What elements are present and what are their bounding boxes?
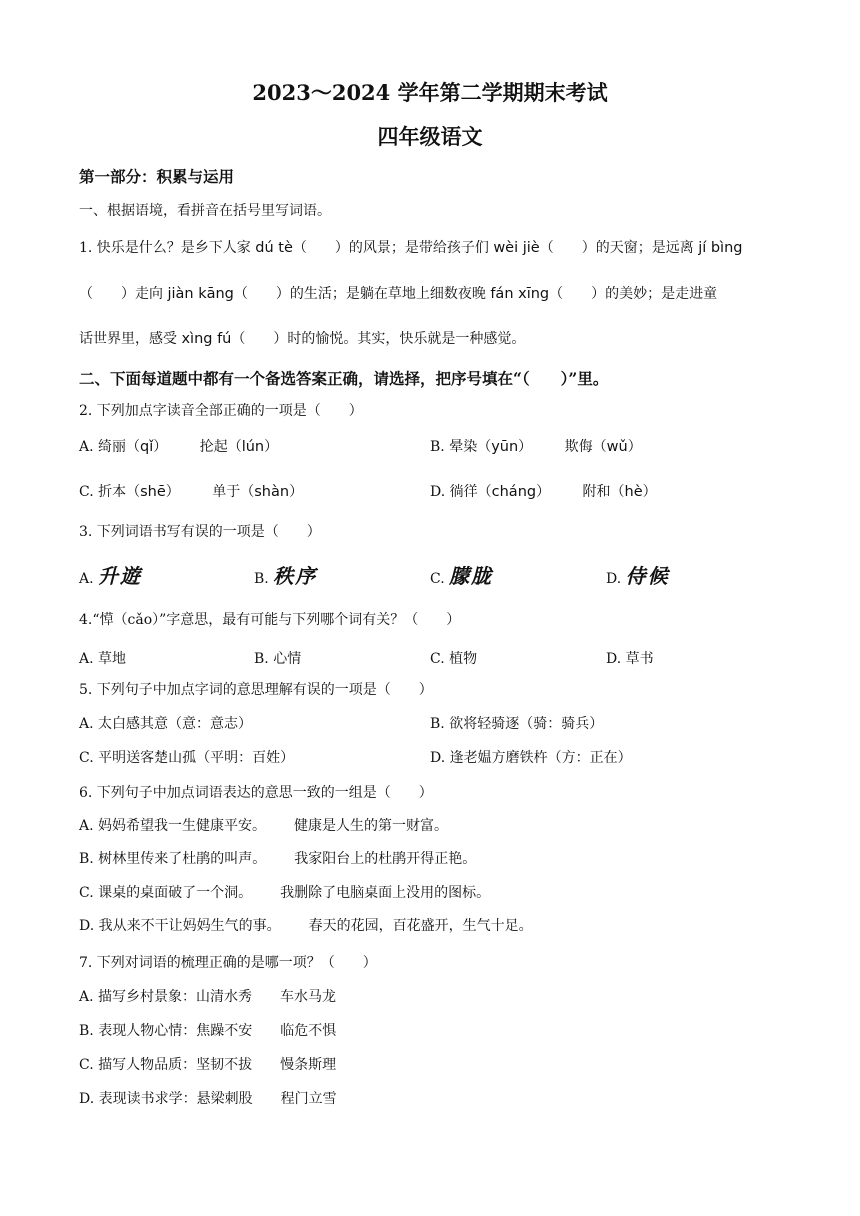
q7-option-d: D. 表现读书求学：悬梁刺股 程门立雪 — [79, 1091, 337, 1107]
pinyin: xìng fú — [181, 331, 232, 347]
q4-option-d: D. 草书 — [606, 651, 654, 667]
q7-option-a: A. 描写乡村景象：山清水秀 车水马龙 — [79, 989, 337, 1005]
q6-option-d: D. 我从来不干让妈妈生气的事。 春天的花园，百花盛开，生气十足。 — [79, 918, 533, 934]
pinyin: jí bìng — [698, 240, 743, 256]
part2-heading: 二、下面每道题中都有一个备选答案正确，请选择，把序号填在“（ ）”里。 — [79, 369, 609, 388]
q6-stem: 6. 下列句子中加点词语表达的意思一致的一组是（ ） — [79, 785, 433, 801]
q3-stem: 3. 下列词语书写有误的一项是（ ） — [79, 524, 321, 540]
q6-option-b: B. 树林里传来了杜鹃的叫声。 我家阳台上的杜鹃开得正艳。 — [79, 851, 477, 867]
pinyin: jiàn kāng — [167, 286, 234, 302]
q1-line-3: 话世界里，感受 xìng fú（ ）时的愉悦。其实，快乐就是一种感觉。 — [79, 331, 526, 347]
q3-option-b: B. 秩序 — [254, 564, 318, 588]
q1-heading: 一、根据语境，看拼音在括号里写词语。 — [79, 203, 331, 219]
handwritten-word: 秩序 — [273, 564, 318, 588]
pinyin: wèi jiè — [493, 240, 540, 256]
q2-option-a: A. 绮丽（qǐ） 抡起（lún） — [79, 439, 279, 455]
q7-option-b: B. 表现人物心情：焦躁不安 临危不惧 — [79, 1023, 337, 1039]
q6-option-c: C. 课桌的桌面破了一个洞。 我删除了电脑桌面上没用的图标。 — [79, 885, 491, 901]
q1-line-2: （ ）走向 jiàn kāng（ ）的生活；是躺在草地上细数夜晚 fán xīng（ ）的美妙；是走进童 — [79, 286, 718, 302]
q6-option-a: A. 妈妈希望我一生健康平安。 健康是人生的第一财富。 — [79, 818, 449, 834]
handwritten-word: 朦胧 — [449, 564, 494, 588]
q5-option-a: A. 太白感其意（意：意志） — [79, 716, 253, 732]
q3-option-a: A. 升遊 — [79, 564, 143, 588]
pinyin: fán xīng — [490, 286, 550, 302]
q4-stem: 4.“愺（cǎo）”字意思，最有可能与下列哪个词有关？（ ） — [79, 612, 461, 628]
q5-option-b: B. 欲将轻骑逐（骑：骑兵） — [430, 716, 604, 732]
q3-option-d: D. 侍候 — [606, 564, 670, 588]
q7-stem: 7. 下列对词语的梳理正确的是哪一项？（ ） — [79, 955, 377, 971]
q4-option-a: A. 草地 — [79, 651, 127, 667]
q3-option-c: C. 朦胧 — [430, 564, 494, 588]
q7-option-c: C. 描写人物品质：坚韧不拔 慢条斯理 — [79, 1057, 337, 1073]
q5-option-c: C. 平明送客楚山孤（平明：百姓） — [79, 750, 295, 766]
q1-line-1: 1. 快乐是什么？是乡下人家 dú tè（ ）的风景；是带给孩子们 wèi jiè（ ）的天窗；是远离 jí bìng — [79, 240, 743, 256]
part1-heading: 第一部分：积累与运用 — [79, 167, 235, 186]
q5-stem: 5. 下列句子中加点字词的意思理解有误的一项是（ ） — [79, 682, 433, 698]
q2-option-d: D. 徜徉（cháng） 附和（hè） — [430, 484, 657, 500]
q2-option-c: C. 折本（shē） 单于（shàn） — [79, 484, 304, 500]
q4-option-b: B. 心情 — [254, 651, 302, 667]
q2-option-b: B. 晕染（yūn） 欺侮（wǔ） — [430, 439, 642, 455]
q2-stem: 2. 下列加点字读音全部正确的一项是（ ） — [79, 403, 363, 419]
exam-subtitle: 四年级语文 — [377, 124, 483, 149]
handwritten-word: 升遊 — [98, 564, 143, 588]
pinyin: dú tè — [255, 240, 293, 256]
handwritten-word: 侍候 — [625, 564, 670, 588]
q5-option-d: D. 逢老媪方磨铁杵（方：正在） — [430, 750, 632, 766]
exam-title: 2023～2024 学年第二学期期末考试 — [252, 80, 608, 105]
q4-option-c: C. 植物 — [430, 651, 478, 667]
